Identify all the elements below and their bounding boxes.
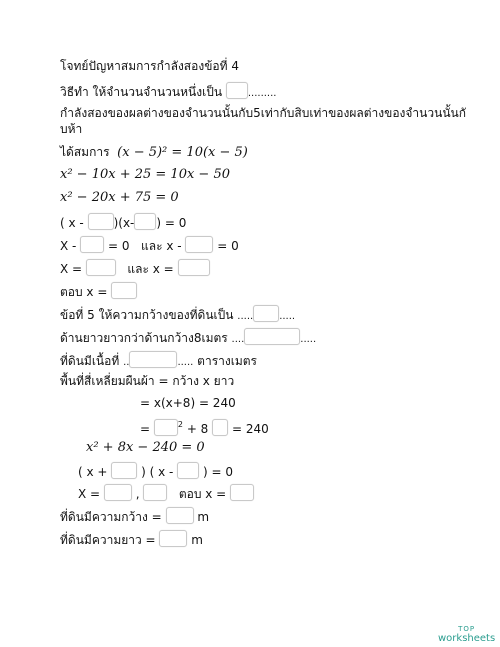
- expand-line-2: = $^2$ + 8 = 240: [140, 420, 269, 436]
- area-line: ที่ดินมีเนื้อที่ .. ..... ตารางเมตร: [60, 351, 257, 371]
- worksheet-title: โจทย์ปัญหาสมการกำลังสองข้อที่ 4: [60, 59, 239, 73]
- x-values-line-2: X = , ตอบ x =: [78, 484, 254, 502]
- answer-box-area[interactable]: [129, 351, 177, 368]
- answer-box-root-1[interactable]: [80, 236, 104, 253]
- answer-box-x-squared[interactable]: [154, 419, 178, 436]
- width-result-line: ที่ดินมีความกว้าง = m: [60, 507, 209, 525]
- answer-box-8x[interactable]: [212, 419, 228, 436]
- problem-line-2: บห้า: [60, 122, 83, 136]
- answer-box-x2-2[interactable]: [143, 484, 167, 501]
- answer-box-x-2[interactable]: [178, 259, 210, 276]
- answer-box-root-2[interactable]: [185, 236, 213, 253]
- equation-standard: x² − 20x + 75 = 0: [60, 190, 179, 205]
- answer-box-x2-1[interactable]: [104, 484, 132, 501]
- answer-box-factor-1[interactable]: [88, 213, 114, 230]
- factor-line-2: ( x + ) ( x - ) = 0: [78, 462, 233, 480]
- answer-box-factor-2[interactable]: [134, 213, 156, 230]
- equation-expanded: x² − 10x + 25 = 10x − 50: [60, 167, 231, 182]
- answer-box-x-1[interactable]: [86, 259, 116, 276]
- problem-line-1: กำลังสองของผลต่างของจำนวนนั้นกับ5เท่ากับสิบเท่าของผลต่างของจำนวนนั้นกั: [60, 106, 466, 120]
- expand-line-1: = x(x+8) = 240: [140, 396, 236, 410]
- answer-box-length[interactable]: [244, 328, 300, 345]
- answer-line-1: ตอบ x =: [60, 282, 137, 300]
- answer-box-width-result[interactable]: [166, 507, 194, 524]
- answer-box-final-x2[interactable]: [230, 484, 254, 501]
- x-values-line: X = และ x =: [60, 259, 210, 277]
- answer-box-factor2-1[interactable]: [111, 462, 137, 479]
- roots-line: X - = 0 และ x - = 0: [60, 236, 239, 254]
- factor-line: ( x - )(x- ) = 0: [60, 213, 186, 231]
- topworksheets-logo: TOP worksheets: [438, 625, 496, 644]
- answer-box-width[interactable]: [253, 305, 279, 322]
- rect-area-formula: พื้นที่สี่เหลี่ยมผืนผ้า = กว้าง x ยาว: [60, 374, 235, 388]
- method-line: วิธีทำ ให้จำนวนจำนวนหนึ่งเป็น .........: [60, 82, 276, 102]
- answer-box-factor2-2[interactable]: [177, 462, 199, 479]
- long-side-line: ด้านยาวยาวกว่าด้านกว้าง8เมตร .... .....: [60, 328, 316, 348]
- answer-box-final-x[interactable]: [111, 282, 137, 299]
- answer-box-unknown[interactable]: [226, 82, 248, 99]
- equation-quadratic: x² + 8x − 240 = 0: [86, 440, 205, 455]
- answer-box-length-result[interactable]: [159, 530, 187, 547]
- question-5: ข้อที่ 5 ให้ความกว้างของที่ดินเป็น ..... .....: [60, 305, 295, 325]
- length-result-line: ที่ดินมีความยาว = m: [60, 530, 203, 548]
- equation-setup: ได้สมการ (x − 5)² = 10(x − 5): [60, 145, 248, 160]
